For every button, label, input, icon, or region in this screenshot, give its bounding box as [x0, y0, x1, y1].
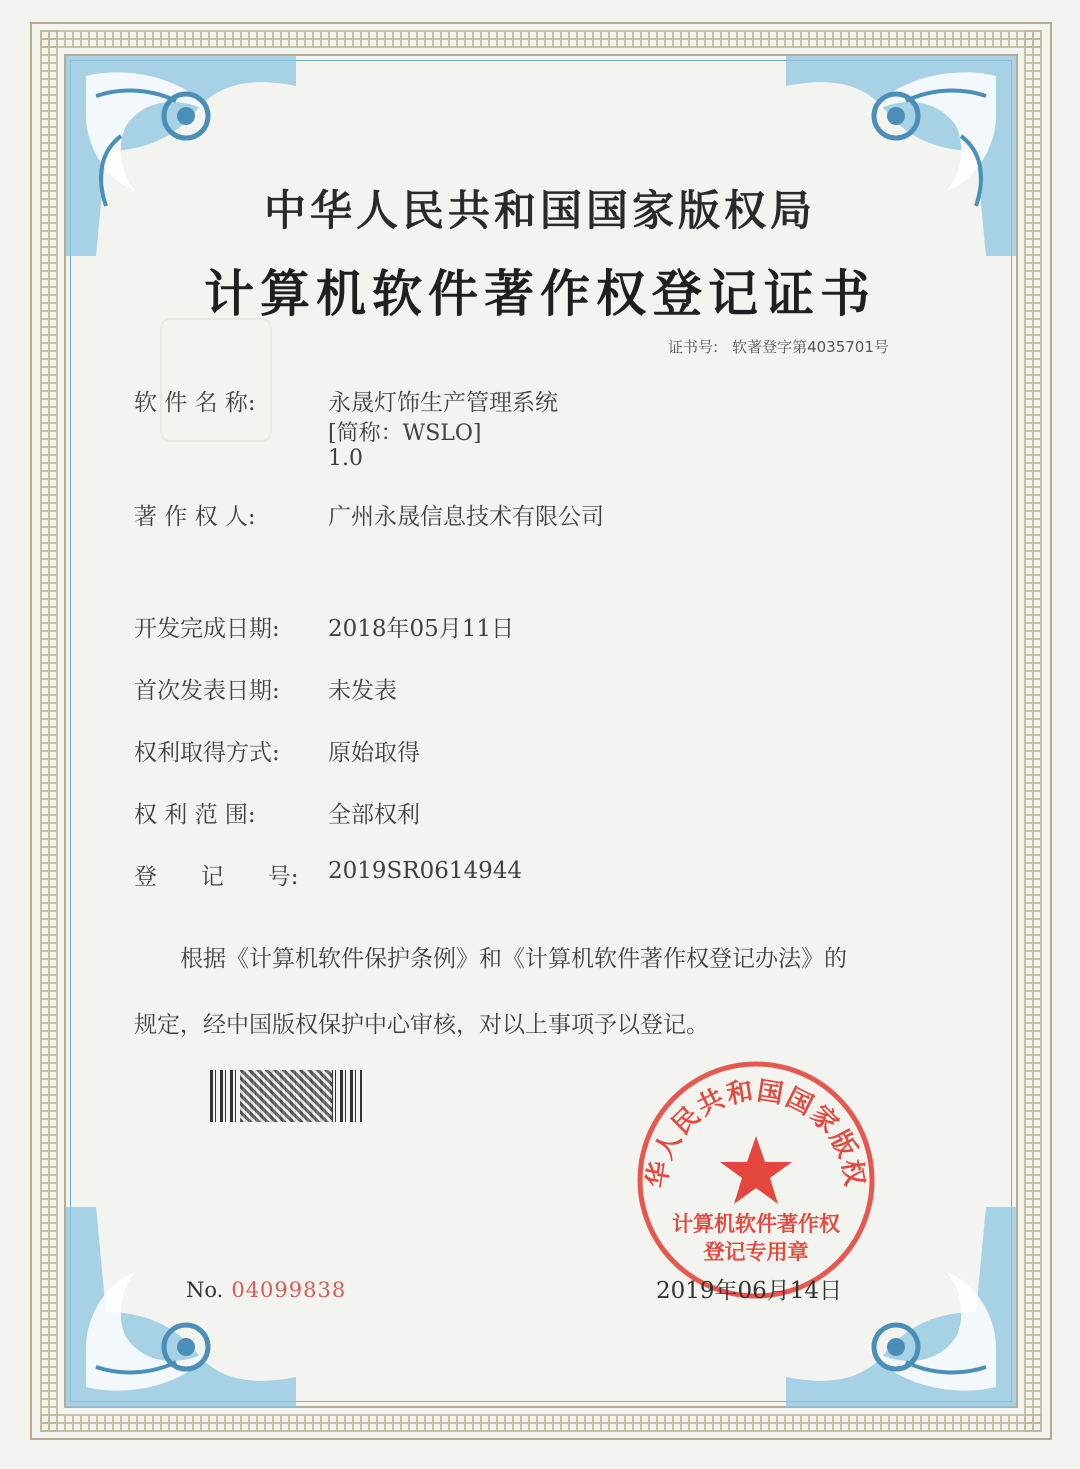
seal-text-line-2: 登记专用章	[703, 1240, 809, 1264]
statement-line-2: 规定，经中国版权保护中心审核，对以上事项予以登记。	[134, 1012, 709, 1038]
software-name-row	[134, 384, 558, 417]
certificate-number-label: 证书号:	[668, 338, 719, 356]
corner-ornament-icon	[66, 1207, 296, 1407]
field-label: 著 作 权 人:	[134, 504, 256, 530]
registration-number-value: 2019SR0614944	[328, 858, 523, 884]
publish-date-row	[134, 672, 397, 705]
field-label: 软 件 名 称:	[134, 390, 256, 416]
acquire-method-value: 原始取得	[328, 740, 420, 766]
publish-date-value: 未发表	[328, 678, 397, 704]
seal-ring-text: 华人民共和国国家版权	[642, 1076, 870, 1190]
field-label: 权 利 范 围:	[134, 802, 256, 828]
field-label: 权利取得方式:	[134, 740, 280, 766]
registration-number-row	[134, 858, 523, 891]
certificate-number-value: 软著登字第4035701号	[732, 338, 889, 356]
statement-line-1: 根据《计算机软件保护条例》和《计算机软件著作权登记办法》的	[180, 946, 847, 972]
field-label: 首次发表日期:	[134, 678, 280, 704]
scope-value: 全部权利	[328, 802, 420, 828]
issue-date: 2019年06月14日	[656, 1278, 843, 1304]
official-seal	[634, 1058, 878, 1302]
greek-key-border-bottom	[40, 1414, 1042, 1432]
watermark-emblem-icon	[160, 318, 272, 442]
dev-date-value: 2018年05月11日	[328, 616, 515, 642]
greek-key-border-top	[40, 30, 1042, 48]
software-name-value: 永晟灯饰生产管理系统	[328, 390, 558, 416]
field-label: 开发完成日期:	[134, 616, 280, 642]
software-short-name: [简称：WSLO]	[328, 421, 482, 446]
certificate-number	[668, 336, 889, 357]
field-label: 登 记 号:	[134, 864, 299, 890]
seal-text-line-1: 计算机软件著作权	[672, 1212, 840, 1236]
owner-value: 广州永晟信息技术有限公司	[328, 504, 604, 530]
serial-number	[186, 1278, 346, 1302]
acquire-method-row	[134, 734, 420, 767]
scope-row	[134, 796, 420, 829]
issuer-heading: 中华人民共和国国家版权局	[263, 186, 816, 235]
greek-key-border-left	[40, 30, 58, 1432]
software-version: 1.0	[328, 446, 363, 471]
serial-number-label: No.	[186, 1278, 224, 1302]
greek-key-border-right	[1024, 30, 1042, 1432]
dev-date-row	[134, 610, 515, 643]
qr-code-icon	[240, 1070, 332, 1122]
star-icon	[720, 1136, 792, 1204]
barcode-icon	[210, 1070, 362, 1122]
owner-row	[134, 498, 604, 531]
certificate-title: 计算机软件著作权登记证书	[204, 264, 876, 323]
serial-number-value: 04099838	[231, 1278, 347, 1302]
